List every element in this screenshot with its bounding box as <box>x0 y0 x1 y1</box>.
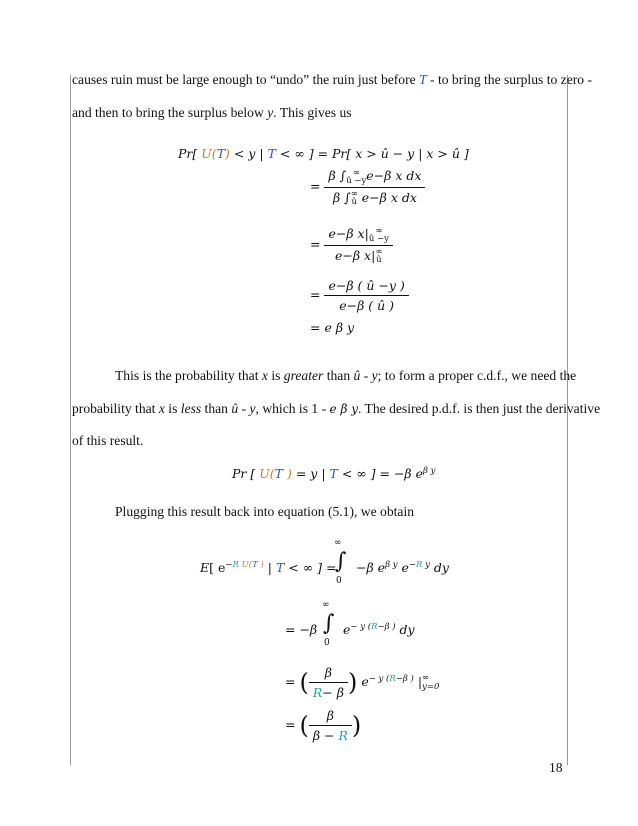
lower-limit: û <box>376 255 382 265</box>
eq-part: e <box>343 622 351 638</box>
eval-limits <box>375 248 382 264</box>
text-span: is <box>164 401 181 416</box>
fraction <box>324 278 408 313</box>
equation-pdf <box>232 466 435 481</box>
numerator: β <box>309 665 348 683</box>
upper-limit: ∞ <box>334 538 342 548</box>
denominator <box>309 726 352 743</box>
denominator: e−β ( û ) <box>339 298 395 313</box>
variable-U: U <box>201 146 212 161</box>
integral-sign: ∫ <box>323 611 335 636</box>
eq-part: β − <box>312 728 339 743</box>
variable-T: T <box>216 146 226 161</box>
numerator: β <box>309 708 352 726</box>
eq-part: −β ) <box>377 622 396 632</box>
equals-sign: = <box>285 674 296 689</box>
eq-part: < ∞ ] = <box>284 560 337 576</box>
upper-limit: ∞ <box>350 189 358 199</box>
equals-sign: = <box>285 717 296 732</box>
text-span: than <box>201 401 232 416</box>
text-span: probability that <box>72 401 159 416</box>
lower-limit: û −y <box>346 175 367 186</box>
upper-limit: ∞ <box>422 672 430 683</box>
integral-limits <box>346 169 366 185</box>
eq-part: E <box>200 560 210 576</box>
denominator <box>324 246 392 265</box>
paragraph-2-line-2 <box>72 401 600 417</box>
lower-limit: û <box>351 197 357 207</box>
equation-integrand-1 <box>356 560 449 575</box>
denominator <box>309 683 348 700</box>
equals-sign: = <box>310 236 321 252</box>
eq-part: − <box>408 560 416 570</box>
eq-part: ) <box>283 466 292 482</box>
eq-part: e <box>361 674 369 689</box>
variable-U: U <box>241 560 249 570</box>
equals-sign: = <box>310 178 321 194</box>
upper-limit: ∞ <box>322 600 330 610</box>
eq-part: − <box>225 560 233 570</box>
exponent: β y <box>423 466 436 476</box>
eq-part: < ∞ ] = Pr[ x > û − y | x > û ] <box>275 146 469 161</box>
denominator <box>324 188 425 207</box>
upper-limit: ∞ <box>375 225 383 236</box>
text-span: causes ruin must be large enough to “undo” the ruin just before <box>72 72 420 87</box>
eq-part: dy <box>429 560 449 576</box>
variable-T: T <box>274 466 283 482</box>
equation-probability-condition <box>178 146 469 161</box>
equation-integrand-2 <box>343 622 415 637</box>
eq-part: | <box>364 226 369 241</box>
eq-part: Pr[ <box>178 146 202 161</box>
text-span: and then to bring the surplus below <box>72 105 268 120</box>
paragraph-2-line-3: of this result. <box>72 433 144 448</box>
right-margin-line <box>567 75 568 765</box>
text-span: - to bring the surplus to zero - <box>426 72 592 87</box>
eval-limits <box>369 227 389 243</box>
eq-part: ( <box>248 560 253 570</box>
lower-limit: y=0 <box>422 681 440 692</box>
eq-part: − y ( <box>368 673 390 684</box>
numerator <box>324 168 425 188</box>
variable-R: R <box>371 622 378 632</box>
eq-part: e−β x dx <box>366 168 422 183</box>
equation-result: = e β y <box>310 320 355 335</box>
text-span: is <box>267 368 284 383</box>
emphasis-less: less <box>180 401 202 416</box>
paragraph-1-line-2 <box>72 105 352 121</box>
close-paren: ) <box>351 711 362 740</box>
fraction <box>309 708 352 743</box>
eq-part: = y | <box>291 466 330 482</box>
eq-part: e <box>397 560 409 576</box>
eq-part: ) <box>257 560 264 570</box>
upper-limit: ∞ <box>352 167 360 178</box>
equation-expectation <box>200 560 336 575</box>
fraction <box>324 226 392 264</box>
text-span: . The desired p.d.f. is then just the derivative <box>357 401 601 416</box>
eq-part: e−β x dx <box>357 189 417 205</box>
fraction <box>309 665 348 700</box>
paragraph-3: Plugging this result back into equation (5.1), we obtain <box>115 504 415 519</box>
fraction <box>324 168 425 206</box>
variable-u-minus-y: û - y <box>231 401 256 416</box>
paragraph-2-line-1 <box>115 368 576 384</box>
eq-part: | <box>371 247 376 263</box>
equation-integral-ratio <box>310 168 425 206</box>
eq-part: ( <box>269 466 275 482</box>
eq-part: Pr [ <box>232 466 260 482</box>
variable-R: R <box>338 728 348 743</box>
paragraph-1-line-1 <box>72 72 592 88</box>
eq-part: < ∞ ] = −β e <box>337 466 424 482</box>
eq-part: −β e <box>356 560 386 576</box>
equation-line-4 <box>285 708 361 743</box>
variable-T: T <box>329 466 338 482</box>
integral-1 <box>331 538 351 588</box>
lower-limit: 0 <box>324 638 330 648</box>
eq-part: < y | <box>229 146 268 161</box>
integral-limits <box>351 190 358 206</box>
open-paren: ( <box>299 711 309 740</box>
eq-part: − β <box>322 685 344 700</box>
variable-T: T <box>267 146 276 161</box>
lower-limit: û −y <box>368 233 389 244</box>
eq-part: | <box>263 560 276 576</box>
variable-R: R <box>232 560 239 570</box>
eq-part: − y ( <box>350 622 372 632</box>
variable-U: U <box>259 466 270 482</box>
left-margin-line <box>70 75 71 765</box>
eq-part: −β ) <box>395 673 414 684</box>
eq-part: β ∫ <box>332 189 351 205</box>
eq-part: y <box>422 560 430 570</box>
lower-limit: 0 <box>336 576 342 586</box>
upper-limit: ∞ <box>375 247 383 257</box>
eq-part: dy <box>395 622 415 638</box>
equation-line-2: = −β <box>285 622 318 637</box>
integral-sign: ∫ <box>335 549 347 574</box>
variable-x: x <box>158 401 165 416</box>
text-span: , which is 1 - <box>255 401 330 416</box>
variable-R: R <box>312 685 323 700</box>
text-span: than <box>323 368 354 383</box>
variable-R: R <box>389 673 396 684</box>
equation-evaluated <box>310 226 393 264</box>
eq-part: e−β x <box>334 247 372 263</box>
equation-line-3 <box>285 665 439 700</box>
variable-R: R <box>416 560 423 570</box>
eq-part: e−β x <box>328 226 365 241</box>
numerator <box>324 226 392 246</box>
equation-exponent-ratio <box>310 278 409 313</box>
close-paren: ) <box>347 668 358 697</box>
open-paren: ( <box>299 668 309 697</box>
numerator: e−β ( û −y ) <box>324 278 408 296</box>
text-span: . This gives us <box>273 105 352 120</box>
inline-exponential: e β y <box>329 402 358 416</box>
eq-part: ( <box>211 146 217 161</box>
eval-limits <box>422 674 439 692</box>
exponent: β y <box>385 560 398 570</box>
eq-part: β ∫ <box>328 168 347 183</box>
equals-sign: = <box>310 287 321 302</box>
variable-u-minus-y: û - y <box>353 368 378 383</box>
variable-T: T <box>252 560 258 570</box>
variable-T: T <box>275 560 285 576</box>
eq-part: ) <box>225 146 230 161</box>
variable-x: x <box>261 368 268 383</box>
integral-2 <box>319 600 339 650</box>
eq-part: [ e <box>209 560 226 576</box>
eval-bar: | <box>417 674 423 689</box>
text-span: ; to form a proper c.d.f., we need the <box>377 368 577 383</box>
variable-y: y <box>267 105 274 120</box>
page-number: 18 <box>549 760 563 775</box>
text-span: This is the probability that <box>115 368 262 383</box>
variable-T: T <box>419 72 427 87</box>
emphasis-greater: greater <box>283 368 324 383</box>
